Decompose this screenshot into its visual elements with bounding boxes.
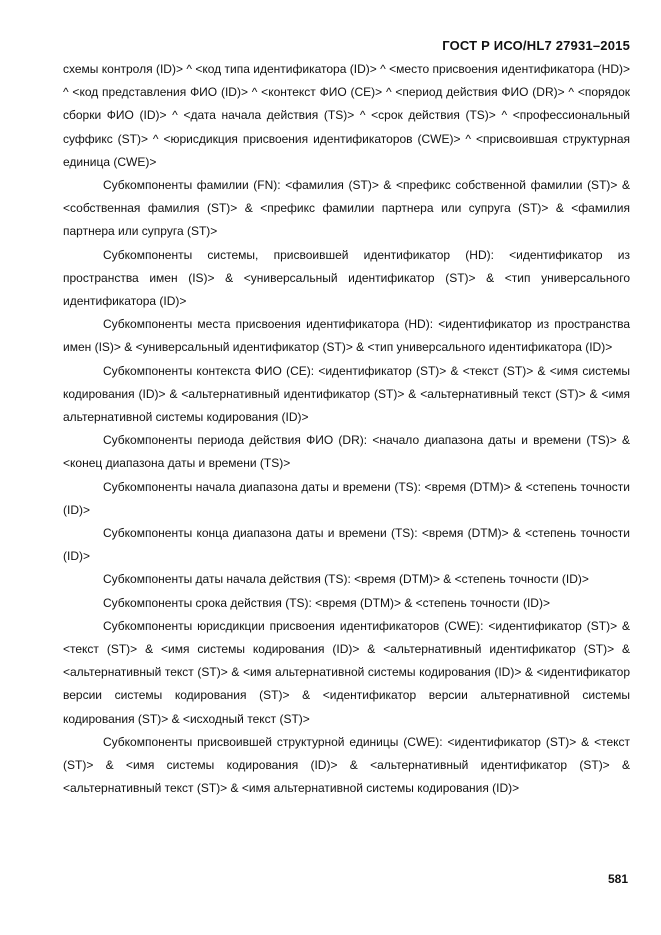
page-number: 581 xyxy=(607,872,628,886)
paragraph-expiration-date: Субкомпоненты срока действия (TS): <время (DTM)> & <степень точности (ID)> xyxy=(103,595,550,610)
paragraph-effective-date: Субкомпоненты даты начала действия (TS): <время (DTM)> & <степень точности (ID)> xyxy=(103,572,589,587)
paragraph-family-name: Субкомпоненты фамилии (FN): <фамилия (ST)> & <префикс собственной фамилии (ST)> & <собственная фамилия (ST)> & <префикс фамилии партнера или супруга (ST)> & <фамилия партнера или супруга (ST)> xyxy=(63,178,630,239)
paragraph-assigning-department: Субкомпоненты присвоившей структурной единицы (CWE): <идентификатор (ST)> & <текст (ST)> & <имя системы кодирования (ID)> & <альтернативный идентификатор (ST)> & <альтернативный текст (ST)> & <имя альтернативной системы кодирования (ID)> xyxy=(63,734,630,796)
paragraph-assigning-authority: Субкомпоненты системы, присвоившей идентификатор (HD): <идентификатор из пространства имен (IS)> & <универсальный идентификатор (ST)> & <тип универсального идентификатора (ID)> xyxy=(63,247,630,309)
paragraph-name-validity-range: Субкомпоненты периода действия ФИО (DR): <начало диапазона даты и времени (TS)> & <конец диапазона даты и времени (TS)> xyxy=(63,433,630,471)
paragraph-assigning-jurisdiction: Субкомпоненты юрисдикции присвоения идентификаторов (CWE): <идентификатор (ST)> & <текст (ST)> & <имя системы кодирования (ID)> & <альтернативный идентификатор (ST)> & <альтернативный текст (ST)> & <имя альтернативной системы кодирования (ID)> & <идентификатор версии системы кодирования (ST)> & <идентификатор версии альтернативной системы кодирования (ST)> & <исходный текст (ST)> xyxy=(63,618,630,726)
paragraph-name-context: Субкомпоненты контекста ФИО (CE): <идентификатор (ST)> & <текст (ST)> & <имя системы кодирования (ID)> & <альтернативный идентификатор (ST)> & <альтернативный текст (ST)> & <имя альтернативной системы кодирования (ID)> xyxy=(63,363,630,425)
paragraph-continuation: схемы контроля (ID)> ^ <код типа идентификатора (ID)> ^ <место присвоения идентификатора (HD)> ^ <код представления ФИО (ID)> ^ <контекст ФИО (CE)> ^ <период действия ФИО (DR)> ^ <порядок сборки ФИО (ID)> ^ <дата начала действия (TS)> ^ <срок действия (TS)> ^ <профессиональный суффикс (ST)> ^ <юрисдикция присвоения идентификаторов (CWE)> ^ <присвоившая структурная единица (CWE)> xyxy=(63,62,630,169)
paragraph-range-end: Субкомпоненты конца диапазона даты и времени (TS): <время (DTM)> & <степень точности (ID)> xyxy=(63,526,630,564)
paragraph-range-start: Субкомпоненты начала диапазона даты и времени (TS): <время (DTM)> & <степень точности (ID)> xyxy=(63,479,630,517)
document-header: ГОСТ Р ИСО/HL7 27931–2015 xyxy=(442,38,630,53)
paragraph-assigning-facility: Субкомпоненты места присвоения идентификатора (HD): <идентификатор из пространства имен (IS)> & <универсальный идентификатор (ST)> & <тип универсального идентификатора (ID)> xyxy=(63,317,630,355)
body-text xyxy=(63,58,630,801)
